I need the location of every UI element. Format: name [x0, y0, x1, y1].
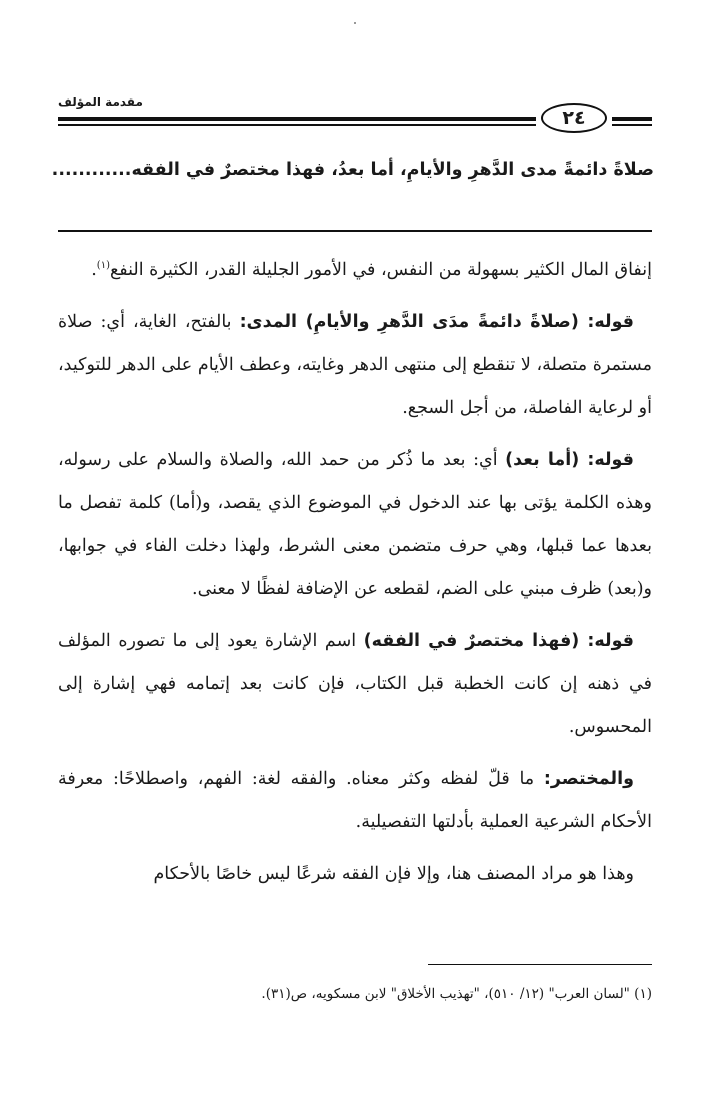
- matn-divider: [58, 230, 652, 232]
- commentary-body: [58, 244, 652, 905]
- header-title: مقدمة المؤلف: [58, 95, 143, 109]
- paragraph-text: ما قلّ لفظه وكثر معناه. والفقه لغة: الفهم، واصطلاحًا: معرفة الأحكام الشرعية العملية بأدلتها التفصيلية.: [58, 768, 652, 832]
- header-rule-right: [612, 117, 652, 121]
- paragraph-lead: قوله: (فهذا مختصرٌ في الفقه): [363, 630, 634, 651]
- paragraph: [58, 301, 652, 430]
- scan-dot: [354, 22, 356, 24]
- paragraph: [58, 853, 652, 896]
- paragraph-text: وهذا هو مراد المصنف هنا، وإلا فإن الفقه شرعًا ليس خاصًا بالأحكام: [153, 863, 634, 884]
- matn-line: صلاةً دائمةً مدى الدَّهرِ والأيامِ، أما بعدُ، فهذا مختصرٌ في الفقه............: [51, 160, 654, 180]
- paragraph-text: اسم الإشارة يعود إلى ما تصوره المؤلف في ذهنه إن كانت الخطبة قبل الكتاب، فإن كانت بعد إتمامه فهي إشارة إلى المحسوس.: [58, 630, 652, 737]
- header-rule-right-thin: [612, 124, 652, 126]
- paragraph-lead: قوله: (أما بعد): [505, 449, 634, 470]
- paragraph: [58, 620, 652, 749]
- paragraph-tail: .: [91, 259, 97, 280]
- footnote: (١) "لسان العرب" (١٢/ ٥١٠)، "تهذيب الأخلاق" لابن مسكويه، ص(٣١).: [261, 986, 652, 1002]
- running-header: [0, 95, 708, 135]
- paragraph-text: بالفتح، الغاية، أي: صلاة مستمرة متصلة، لا تنقطع إلى منتهى الدهر وغايته، وعطف الأيام على الدهر للتوكيد، أو لرعاية الفاصلة، من أجل السجع.: [58, 311, 652, 418]
- paragraph: [58, 244, 652, 292]
- header-rule-left: [58, 117, 536, 121]
- paragraph-lead: والمختصر:: [543, 768, 634, 789]
- header-rule-left-thin: [58, 124, 536, 126]
- paragraph-lead: قوله: (صلاةً دائمةً مدَى الدَّهرِ والأيامِ) المدى:: [239, 311, 634, 332]
- paragraph-text: أي: بعد ما ذُكر من حمد الله، والصلاة والسلام على رسوله، وهذه الكلمة يؤتى بها عند الدخول في الموضوع الذي يقصد، و(أما) كلمة تفصل ما بعدها عما قبلها، وهي حرف متضمن معنى الشرط، ولهذا دخلت الفاء في جوابها، و(بعد) ظرف مبني على الضم، لقطعه عن الإضافة لفظًا لا معنى.: [58, 449, 652, 599]
- footnote-divider: [428, 964, 652, 965]
- footnote-ref: (١): [96, 260, 110, 271]
- page-number: ٢٤: [541, 103, 607, 133]
- paragraph: [58, 439, 652, 611]
- paragraph: [58, 758, 652, 844]
- paragraph-text: إنفاق المال الكثير بسهولة من النفس، في الأمور الجليلة القدر، الكثيرة النفع: [109, 259, 652, 280]
